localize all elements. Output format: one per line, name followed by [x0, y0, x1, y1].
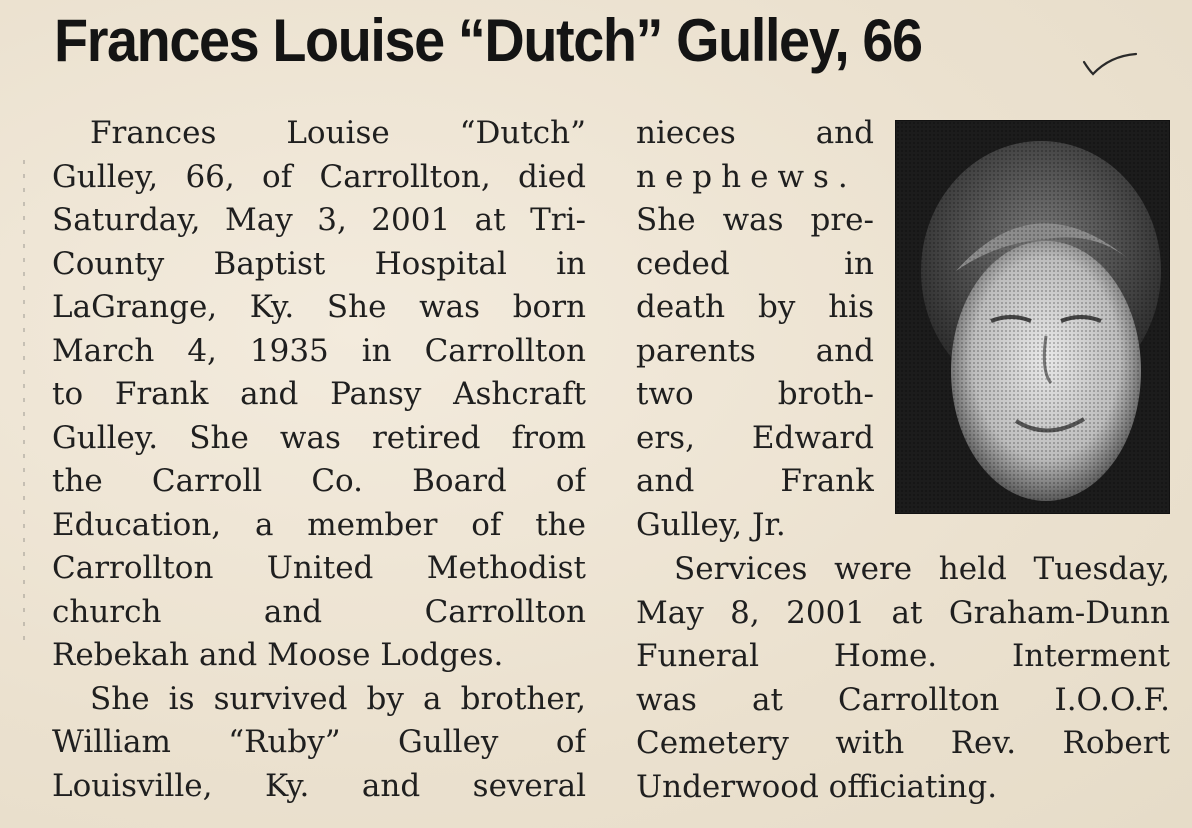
text-line: Louisville, Ky. and several: [52, 767, 586, 804]
text-line: and Frank: [636, 463, 874, 499]
text-line: William “Ruby” Gulley of: [52, 724, 586, 760]
text-line: parents and: [636, 332, 874, 369]
text-line: church and Carrollton: [52, 593, 586, 630]
text-line: Saturday, May 3, 2001 at Tri-: [52, 202, 586, 238]
text-line: to Frank and Pansy Ashcraft: [52, 376, 586, 412]
text-line: She was pre-: [636, 202, 874, 238]
text-line: Education, a member of the: [52, 506, 586, 543]
text-line: County Baptist Hospital in: [52, 245, 586, 282]
text-line: nephews.: [636, 158, 857, 195]
text-line: Frances Louise “Dutch”: [90, 115, 586, 151]
text-line: death by his: [636, 289, 874, 325]
text-line: ceded in: [636, 245, 874, 282]
text-line: She is survived by a brother,: [90, 680, 586, 717]
portrait-photo: [895, 120, 1170, 514]
text-line: Rebekah and Moose Lodges.: [52, 637, 504, 673]
text-line: Funeral Home. Interment: [636, 638, 1170, 674]
text-line: Gulley, 66, of Carrollton, died: [52, 158, 586, 195]
portrait-image: [896, 121, 1169, 513]
text-line: ers, Edward: [636, 419, 874, 456]
text-line: March 4, 1935 in Carrollton: [52, 332, 586, 369]
text-line: Gulley, Jr.: [636, 506, 786, 543]
right-column-bottom-text: [636, 548, 1170, 809]
right-column-top-text: [636, 112, 874, 547]
text-line: nieces and: [636, 115, 874, 151]
text-line: the Carroll Co. Board of: [52, 463, 586, 499]
text-line: two broth-: [636, 376, 874, 412]
left-column-text: [52, 112, 586, 808]
text-line: LaGrange, Ky. She was born: [52, 289, 586, 325]
text-line: Underwood officiating.: [636, 768, 998, 805]
handwritten-checkmark: [1080, 48, 1140, 80]
text-line: was at Carrollton I.O.O.F.: [636, 681, 1170, 718]
text-line: Cemetery with Rev. Robert: [636, 725, 1170, 761]
text-line: May 8, 2001 at Graham-Dunn: [636, 594, 1170, 631]
text-line: Carrollton United Methodist: [52, 550, 586, 586]
bleed-through-marks: [18, 150, 44, 670]
text-line: Gulley. She was retired from: [52, 419, 586, 456]
text-line: Services were held Tuesday,: [674, 551, 1170, 587]
obituary-headline: Frances Louise “Dutch” Gulley, 66: [54, 7, 922, 74]
